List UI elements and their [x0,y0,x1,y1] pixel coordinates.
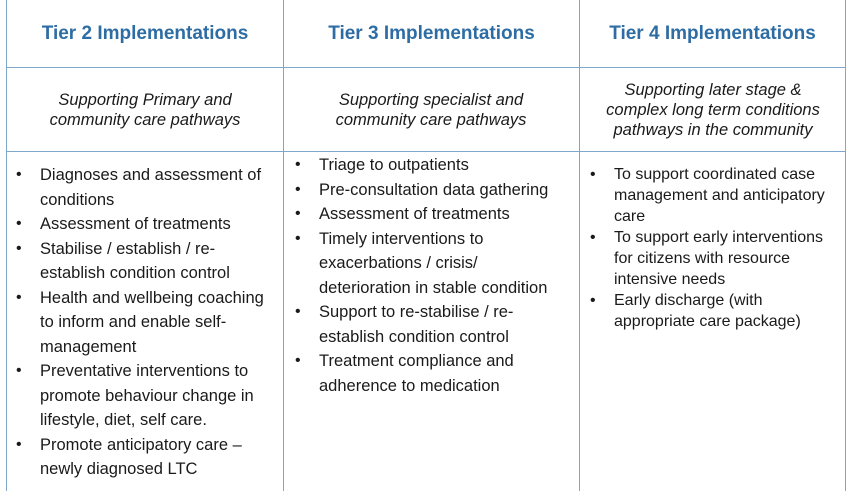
list-item: • Assessment of treatments [14,212,276,237]
tier-3-subtitle: Supporting specialist and community care pathways [335,90,527,129]
list-item: • Preventative interventions to promote behaviour change in lifestyle, diet, self care. [14,359,276,433]
tier-2-header: Tier 2 Implementations [41,22,249,44]
table-border-left [6,0,7,491]
list-item: • Timely interventions to exacerbations / crisis/ deterioration in stable condition [293,227,569,301]
list-item: • Diagnoses and assessment of conditions [14,163,276,212]
table-border-right [845,0,846,491]
tier-3-list [293,153,569,398]
tier-3-header: Tier 3 Implementations [328,22,535,44]
tier-2-list [14,163,276,482]
list-item: • Early discharge (with appropriate care package) [588,290,838,332]
list-item: • Treatment compliance and adherence to medication [293,349,569,398]
tier-2-subtitle: Supporting Primary and community care pathways [49,90,241,129]
list-item: • Assessment of treatments [293,202,569,227]
list-item: • Triage to outpatients [293,153,569,178]
list-item: • Promote anticipatory care – newly diagnosed LTC [14,433,276,482]
tier-4-header: Tier 4 Implementations [609,22,816,44]
list-item: • To support coordinated case management and anticipatory care [588,164,838,227]
column-divider-2 [579,0,580,491]
tier-4-list [588,164,838,332]
column-divider-1 [283,0,284,491]
list-item: • To support early interventions for citizens with resource intensive needs [588,227,838,290]
list-item: • Stabilise / establish / re-establish condition control [14,237,276,286]
list-item: • Support to re-stabilise / re-establish condition control [293,300,569,349]
tier-4-subtitle: Supporting later stage & complex long term conditions pathways in the community [606,80,820,139]
list-item: • Pre-consultation data gathering [293,178,569,203]
subtitle-divider [6,151,846,152]
list-item: • Health and wellbeing coaching to inform and enable self-management [14,286,276,360]
